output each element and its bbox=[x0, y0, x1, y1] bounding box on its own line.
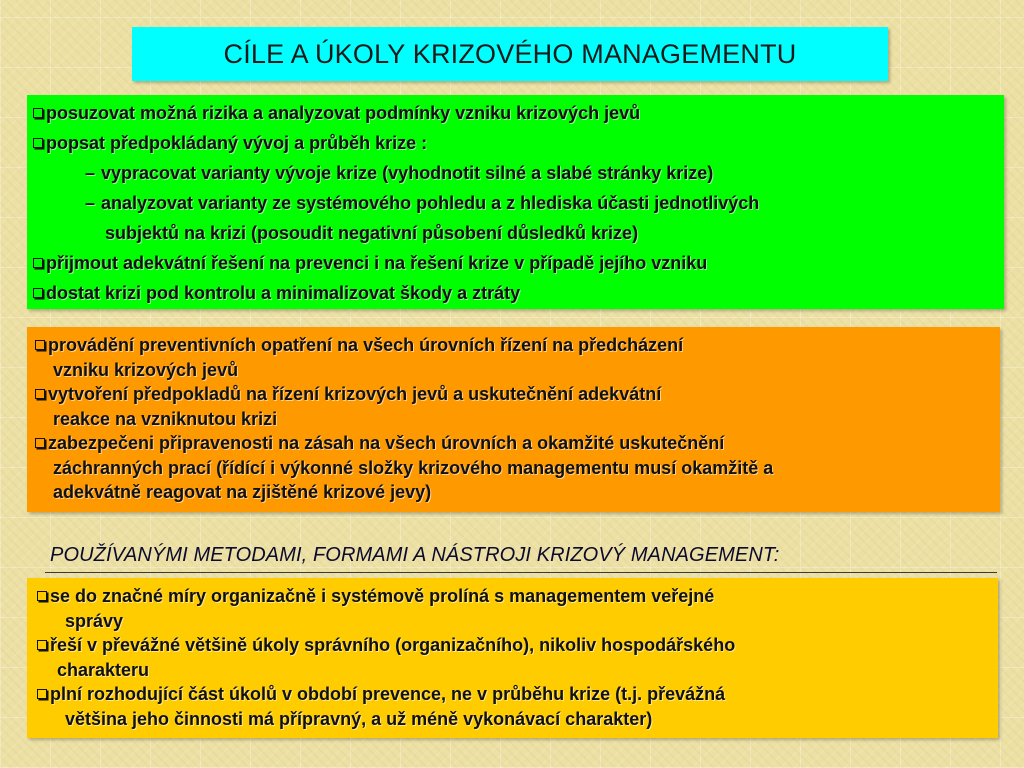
checkbox-bullet-icon bbox=[33, 288, 43, 298]
goal-subitem bbox=[33, 188, 998, 218]
task-text: provádění preventivních opatření na všech úrovních řízení na předcházení bbox=[48, 335, 684, 355]
dash-marker: – bbox=[85, 163, 96, 183]
method-text: se do značné míry organizačně i systémově prolíná s managementem veřejné bbox=[50, 586, 715, 606]
goal-subitem-text: analyzovat varianty ze systémového pohledu a z hlediska účasti jednotlivých bbox=[101, 193, 760, 213]
goal-item bbox=[33, 248, 998, 278]
method-item bbox=[37, 633, 992, 658]
dash-marker: – bbox=[85, 193, 96, 213]
checkbox-bullet-icon bbox=[35, 340, 45, 350]
goal-item bbox=[33, 278, 998, 308]
task-item-continuation bbox=[35, 480, 994, 505]
title-box bbox=[132, 27, 888, 81]
goal-subitem-text: vypracovat varianty vývoje krize (vyhodnotit silné a slabé stránky krize) bbox=[101, 163, 714, 183]
heading-underline bbox=[45, 572, 997, 573]
task-item bbox=[35, 382, 994, 407]
task-text: vytvoření předpokladů na řízení krizových jevů a uskutečnění adekvátní bbox=[48, 384, 662, 404]
checkbox-bullet-icon bbox=[35, 389, 45, 399]
task-text: reakce na vzniknutou krizi bbox=[53, 408, 278, 429]
task-item-continuation bbox=[35, 456, 994, 481]
tasks-box bbox=[27, 327, 1000, 512]
goal-item bbox=[33, 128, 998, 158]
method-text: charakteru bbox=[57, 659, 150, 680]
methods-box bbox=[27, 578, 998, 738]
checkbox-bullet-icon bbox=[35, 438, 45, 448]
task-text: vzniku krizových jevů bbox=[53, 359, 239, 380]
goal-text: popsat předpokládaný vývoj a průběh krize : bbox=[46, 133, 428, 153]
method-item-continuation bbox=[37, 609, 992, 634]
goal-text: posuzovat možná rizika a analyzovat podmínky vzniku krizových jevů bbox=[46, 103, 641, 123]
task-item-continuation bbox=[35, 358, 994, 383]
checkbox-bullet-icon bbox=[33, 258, 43, 268]
goal-subitem-text: subjektů na krizi (posoudit negativní působení důsledků krize) bbox=[105, 223, 639, 243]
page-title: CÍLE A ÚKOLY KRIZOVÉHO MANAGEMENTU bbox=[223, 38, 797, 69]
goal-text: přijmout adekvátní řešení na prevenci i na řešení krize v případě jejího vzniku bbox=[46, 253, 708, 273]
task-text: adekvátně reagovat na zjištěné krizové jevy) bbox=[53, 482, 432, 502]
checkbox-bullet-icon bbox=[33, 108, 43, 118]
goal-item bbox=[33, 98, 998, 128]
method-item bbox=[37, 682, 992, 707]
goal-text: dostat krizi pod kontrolu a minimalizovat škody a ztráty bbox=[46, 283, 521, 303]
method-text: plní rozhodující část úkolů v období prevence, ne v průběhu krize (t.j. převážná bbox=[50, 684, 726, 704]
task-item-continuation bbox=[35, 407, 994, 432]
task-text: zabezpečeni připravenosti na zásah na všech úrovních a okamžité uskutečnění bbox=[48, 433, 725, 453]
checkbox-bullet-icon bbox=[37, 689, 47, 699]
goals-box bbox=[27, 95, 1004, 309]
task-item bbox=[35, 333, 994, 358]
method-text: správy bbox=[65, 610, 124, 631]
checkbox-bullet-icon bbox=[37, 640, 47, 650]
task-text: záchranných prací (řídící i výkonné složky krizového managementu musí okamžitě a bbox=[53, 457, 774, 478]
method-item bbox=[37, 584, 992, 609]
method-item-continuation bbox=[37, 658, 992, 683]
checkbox-bullet-icon bbox=[33, 138, 43, 148]
method-item-continuation bbox=[37, 707, 992, 732]
goal-subitem bbox=[33, 158, 998, 188]
method-text: řeší v převážné většině úkoly správního (organizačního), nikoliv hospodářského bbox=[50, 635, 736, 655]
goal-subitem-continuation bbox=[33, 218, 998, 248]
methods-heading: POUŽÍVANÝMI METODAMI, FORMAMI A NÁSTROJI KRIZOVÝ MANAGEMENT: bbox=[50, 544, 780, 566]
checkbox-bullet-icon bbox=[37, 591, 47, 601]
task-item bbox=[35, 431, 994, 456]
method-text: většina jeho činnosti má přípravný, a už méně vykonávací charakter) bbox=[65, 708, 653, 729]
